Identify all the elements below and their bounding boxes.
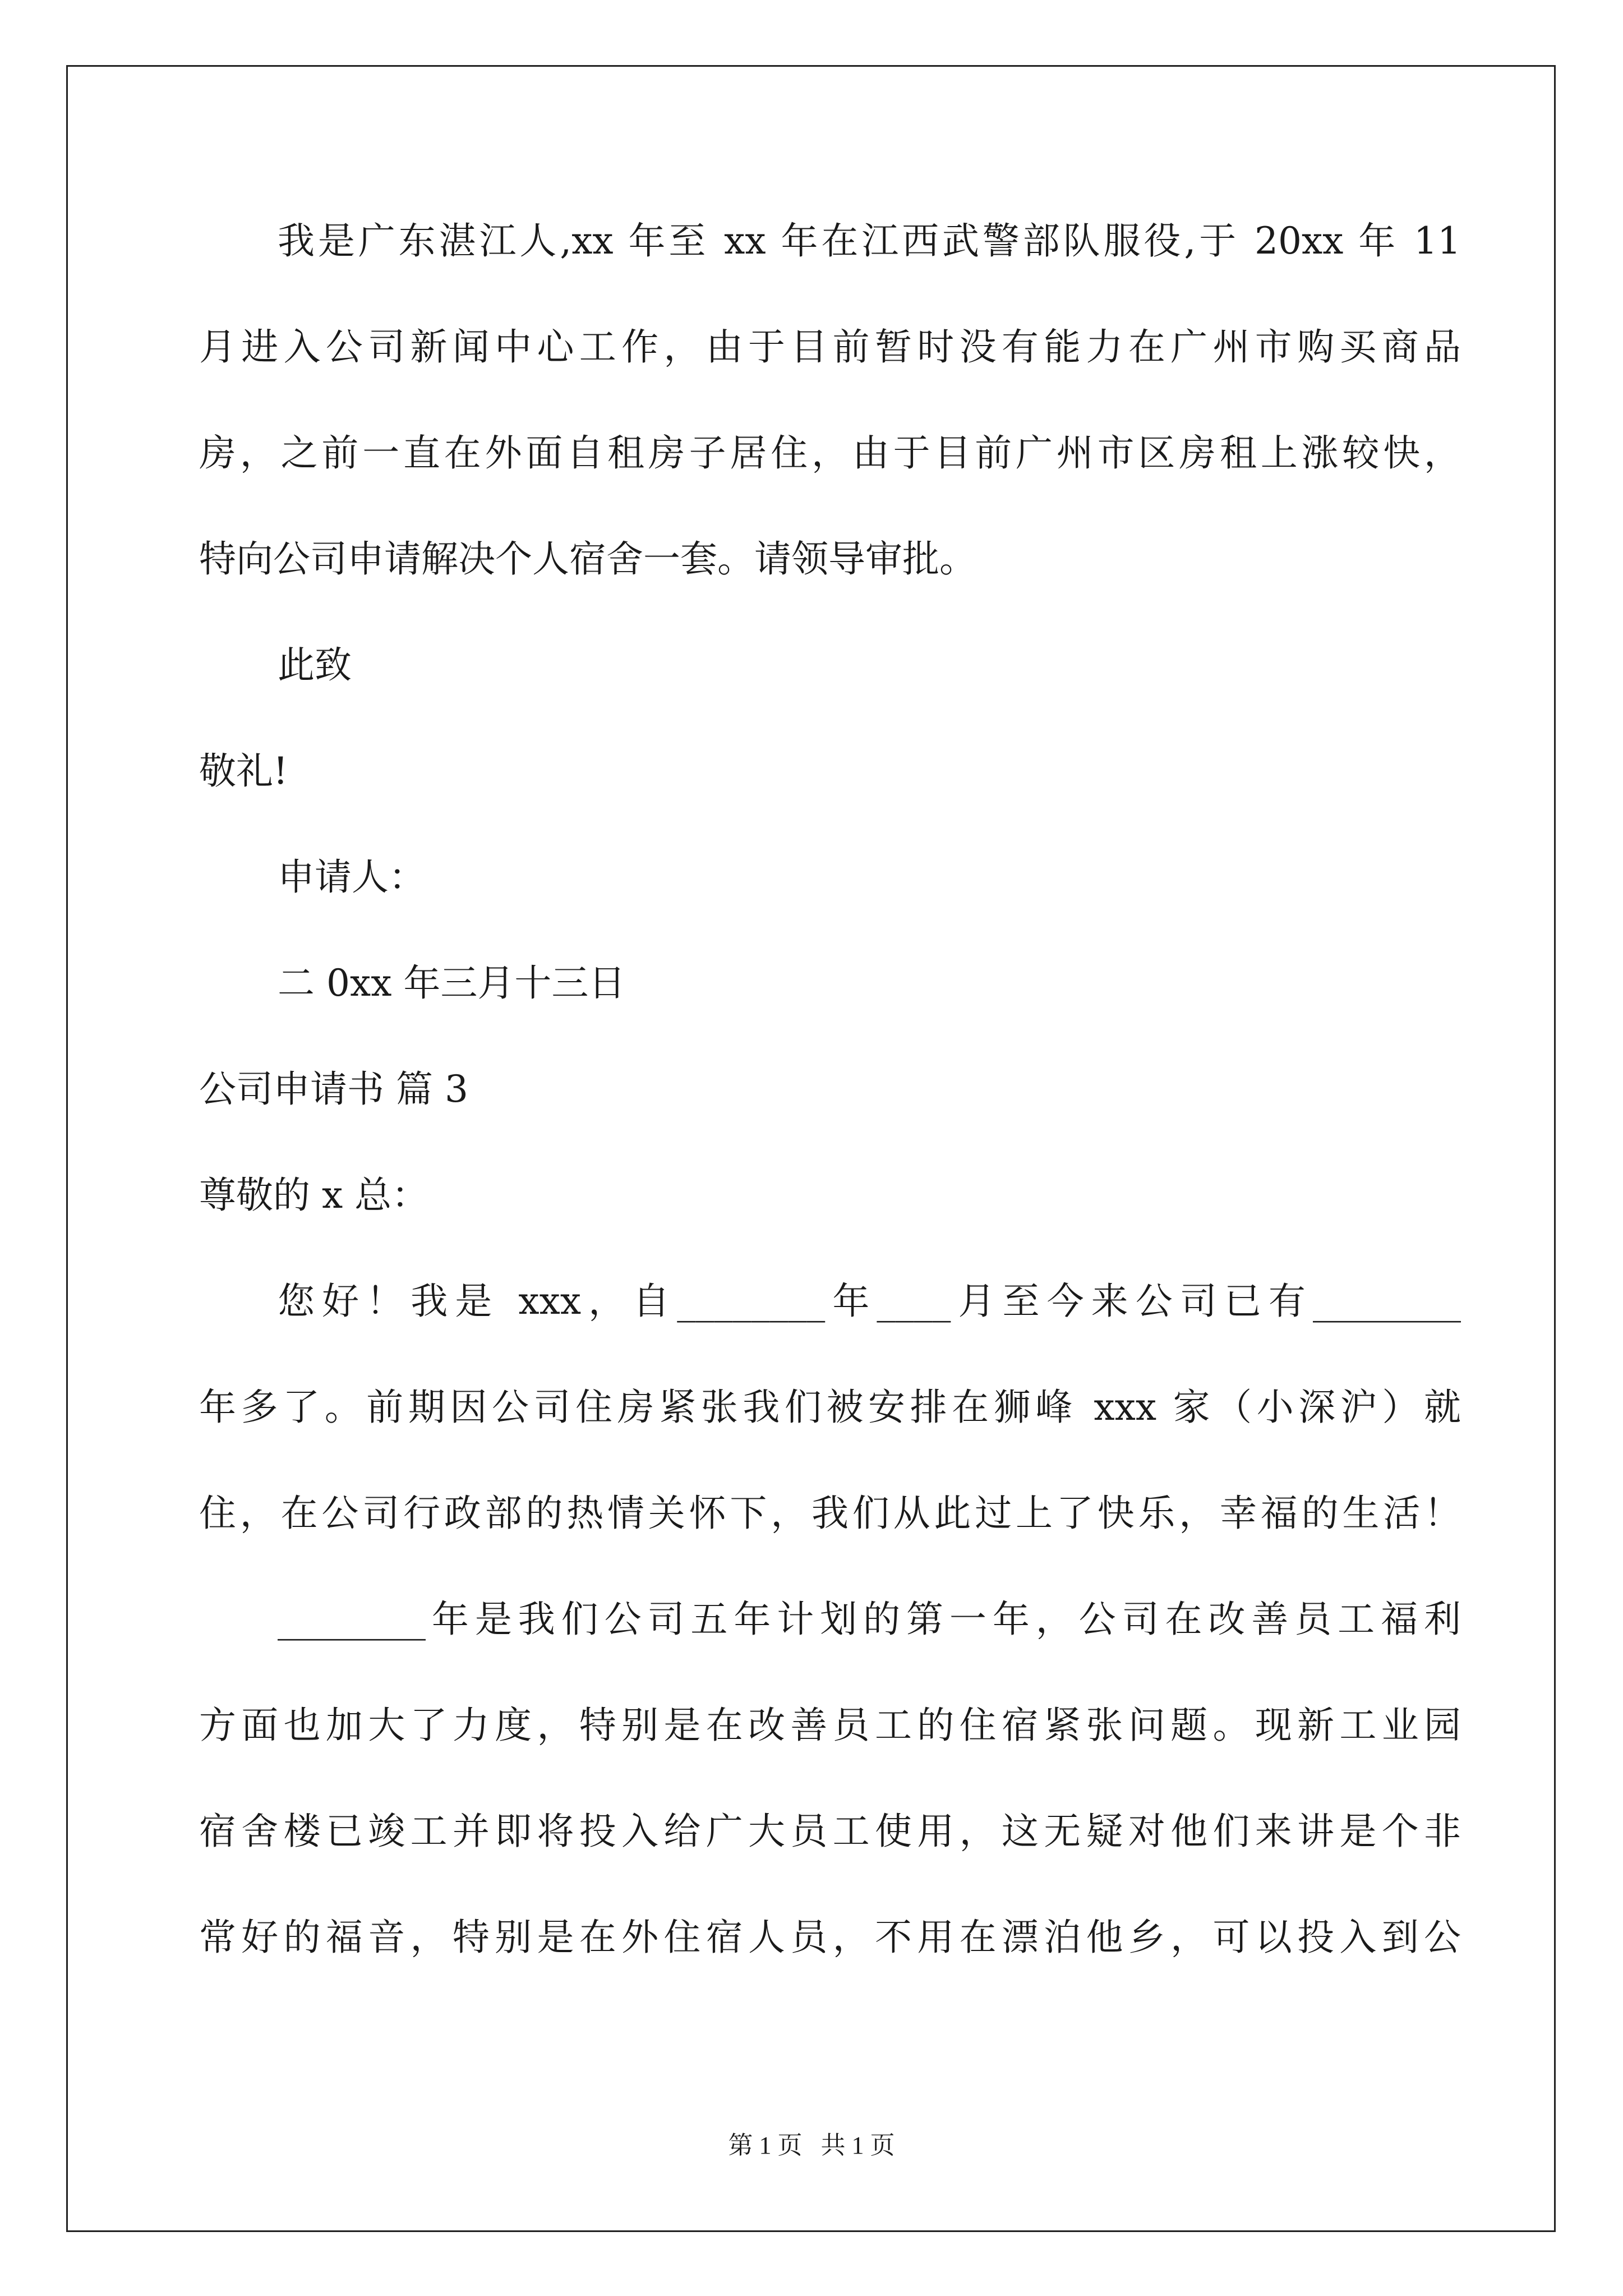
paragraph-line: 住，在公司行政部的热情关怀下，我们从此过上了快乐，幸福的生活！ [199,1492,1461,1535]
paragraph-line: 宿舍楼已竣工并即将投入给广大员工使用，这无疑对他们来讲是个非 [199,1810,1461,1853]
date-line: 二 0xx 年三月十三日 [278,961,626,1005]
paragraph-line: 房，之前一直在外面自租房子居住，由于目前广州市区房租上涨较快， [199,431,1461,475]
paragraph-line: 常好的福音，特别是在外住宿人员，不用在漂泊他乡，可以投入到公 [199,1916,1461,1959]
paragraph-line: 我是广东湛江人,xx 年至 xx 年在江西武警部队服役,于 20xx 年 11 [278,219,1461,263]
paragraph-line: 方面也加大了力度，特别是在改善员工的住宿紧张问题。现新工业园 [199,1704,1461,1747]
greeting-line: 尊敬的 x 总： [199,1174,429,1217]
document-body [199,219,1461,2024]
section-title: 公司申请书 篇 3 [199,1068,468,1111]
closing-line: 敬礼! [199,749,288,793]
paragraph-line: 年多了。前期因公司住房紧张我们被安排在狮峰 xxx 家（小深沪）就 [199,1386,1461,1429]
paragraph-line: ________年是我们公司五年计划的第一年，公司在改善员工福利 [278,1598,1461,1641]
paragraph-line: 您好！我是 xxx，自________年____月至今来公司已有________ [278,1280,1461,1323]
salutation-line: 此致 [278,643,352,687]
applicant-line: 申请人： [278,855,426,899]
paragraph-line: 月进入公司新闻中心工作，由于目前暂时没有能力在广州市购买商品 [199,325,1461,369]
paragraph-line: 特向公司申请解决个人宿舍一套。请领导审批。 [199,537,976,581]
page-footer: 第 1 页 共 1 页 [728,2132,895,2159]
